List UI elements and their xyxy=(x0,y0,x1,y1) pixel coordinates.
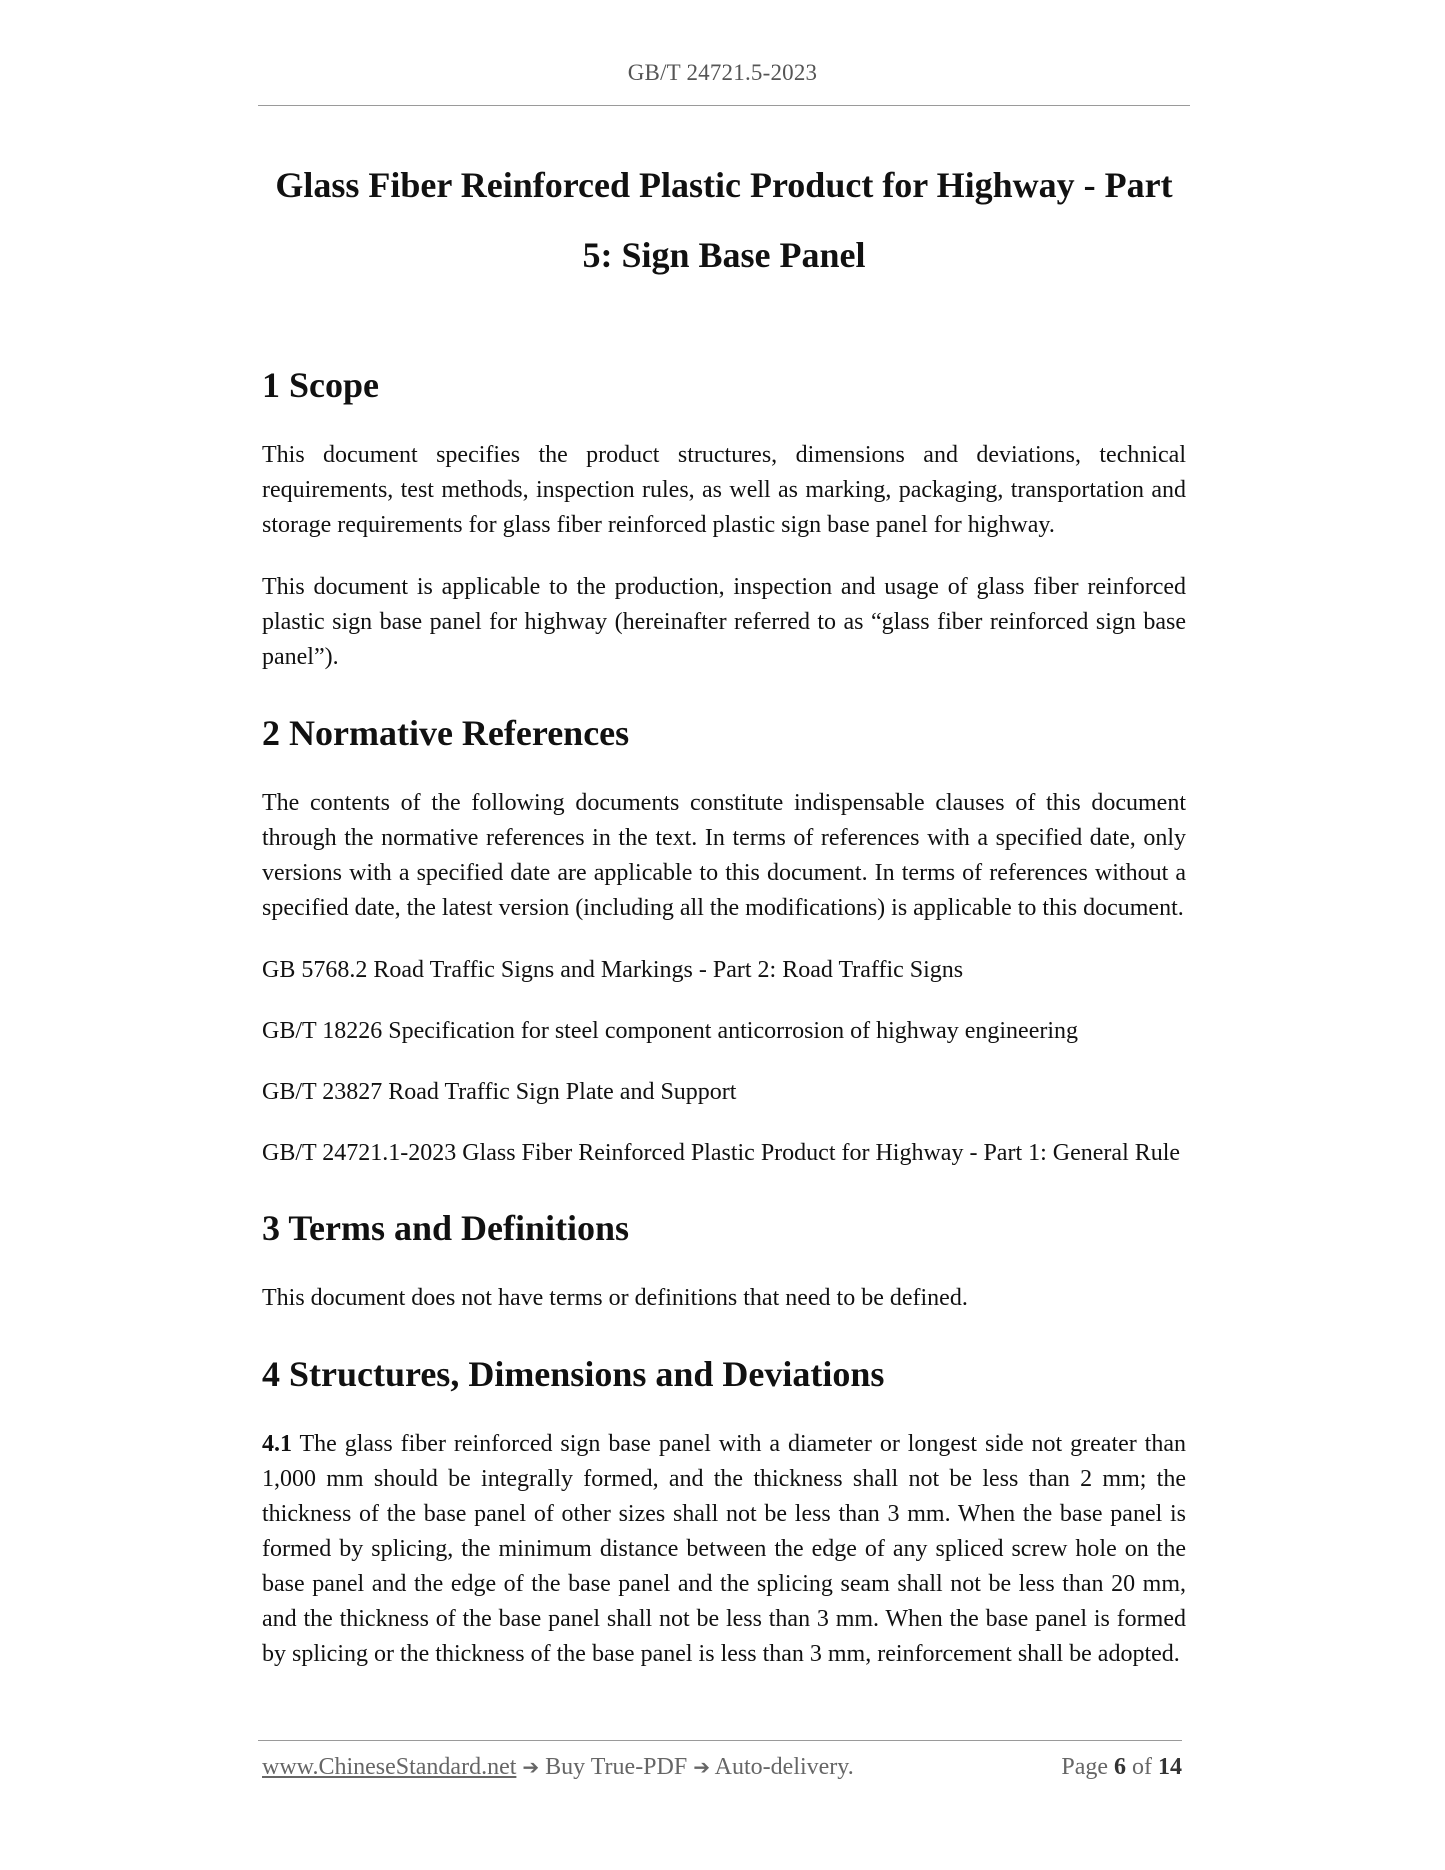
section-heading-structures: 4 Structures, Dimensions and Deviations xyxy=(262,1354,885,1394)
page-indicator xyxy=(1061,1754,1182,1781)
of-label: of xyxy=(1132,1754,1152,1780)
section-heading-terms: 3 Terms and Definitions xyxy=(262,1208,630,1248)
section-heading-scope: 1 Scope xyxy=(262,365,379,405)
title-line-1: Glass Fiber Reinforced Plastic Product for Highway - Part xyxy=(275,165,1173,205)
page-number: 6 xyxy=(1114,1754,1126,1780)
document-title xyxy=(258,150,1190,290)
document-body xyxy=(262,362,1186,1699)
footer-divider xyxy=(258,1740,1182,1741)
running-header: GB/T 24721.5-2023 xyxy=(627,60,818,85)
reference-item: GB/T 23827 Road Traffic Sign Plate and Support xyxy=(262,1079,737,1105)
section-heading-normative-references: 2 Normative References xyxy=(262,713,630,753)
scope-paragraph-2: This document is applicable to the production, inspection and usage of glass fiber reinforced plastic sign base panel for highway (hereinafter referred to as “glass fiber reinforced sign base panel”). xyxy=(262,574,1186,670)
reference-item: GB/T 18226 Specification for steel component anticorrosion of highway engineering xyxy=(262,1018,1079,1044)
buy-text: Buy True-PDF xyxy=(545,1754,688,1780)
reference-item: GB 5768.2 Road Traffic Signs and Markings - Part 2: Road Traffic Signs xyxy=(262,957,964,983)
title-line-2: 5: Sign Base Panel xyxy=(582,235,866,275)
reference-item: GB/T 24721.1-2023 Glass Fiber Reinforced Plastic Product for Highway - Part 1: General Rule xyxy=(262,1140,1181,1166)
terms-paragraph: This document does not have terms or definitions that need to be defined. xyxy=(262,1285,968,1311)
scope-paragraph-1: This document specifies the product structures, dimensions and deviations, technical requirements, test methods, inspection rules, as well as marking, packaging, transportation and storage requirements for glass fiber reinforced plastic sign base panel for highway. xyxy=(262,442,1186,538)
site-link[interactable]: www.ChineseStandard.net xyxy=(262,1754,517,1780)
header-divider xyxy=(258,105,1190,106)
arrow-right-icon: ➔ xyxy=(522,1755,540,1779)
arrow-right-icon: ➔ xyxy=(693,1755,710,1779)
delivery-text: Auto-delivery. xyxy=(714,1754,854,1780)
clause-number: 4.1 xyxy=(262,1431,292,1457)
page-total: 14 xyxy=(1158,1754,1182,1780)
normative-paragraph: The contents of the following documents constitute indispensable clauses of this document through the normative references in the text. In terms of references with a specified date, only versions with a specified date are applicable to this document. In terms of references without a specified date, the latest version (including all the modifications) is applicable to this document. xyxy=(262,790,1186,921)
clause-4-1 xyxy=(262,1427,1186,1672)
footer-promo xyxy=(262,1754,854,1781)
clause-text: The glass fiber reinforced sign base panel with a diameter or longest side not greater than 1,000 mm should be integrally formed, and the thickness shall not be less than 2 mm; the thickness of the base panel of other sizes shall not be less than 3 mm. When the base panel is formed by splicing, the minimum distance between the edge of any spliced screw hole on the base panel and the edge of the base panel and the splicing seam shall not be less than 20 mm, and the thickness of the base panel shall not be less than 3 mm. When the base panel is formed by splicing or the thickness of the base panel is less than 3 mm, reinforcement shall be adopted. xyxy=(262,1431,1186,1667)
page-label: Page xyxy=(1061,1754,1108,1780)
